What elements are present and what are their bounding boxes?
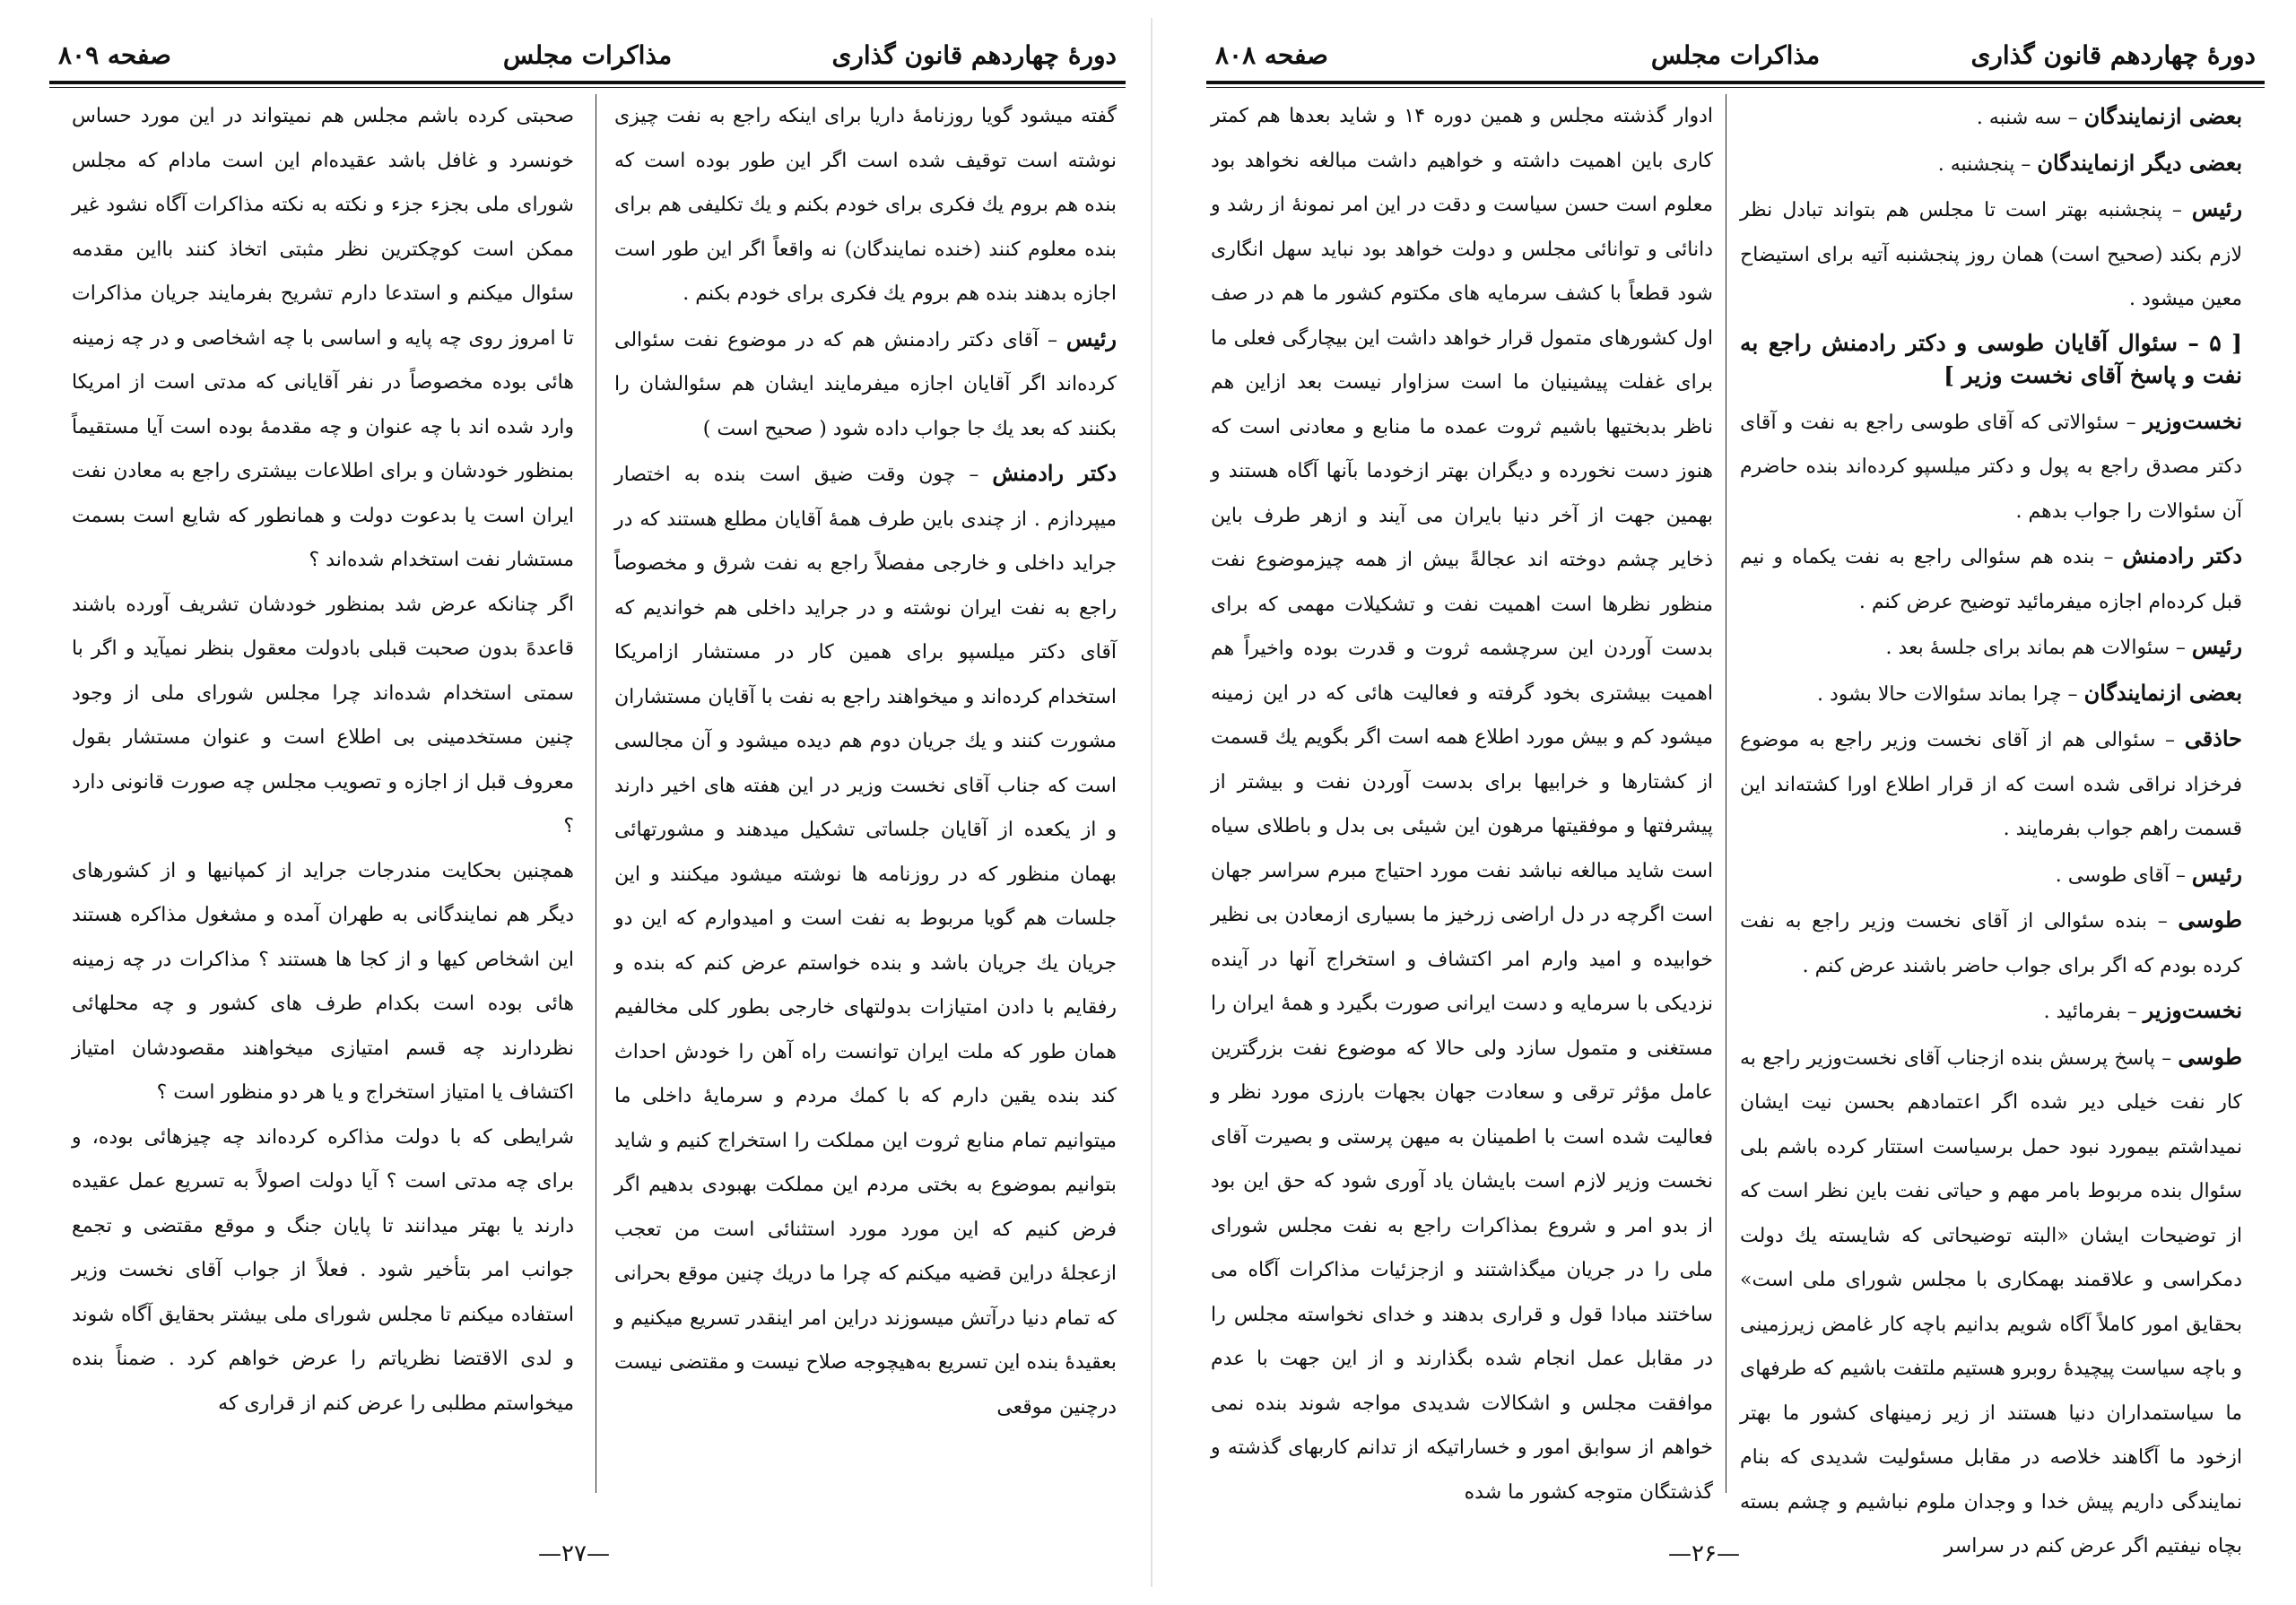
paragraph xyxy=(1740,852,2242,898)
header-session: دورهٔ چهاردهم قانون گذاری xyxy=(831,40,1117,70)
paragraph xyxy=(1740,187,2242,322)
speaker-name: طوسی xyxy=(2178,907,2242,933)
paragraph-text: صحبتی کرده باشم مجلس هم نمیتواند در این مورد حساس خونسرد و غافل باشد عقیده‌ام این است مادام که مجلس شورای ملی بجزء جزء و نکته به نکته مذاکرات آگاه نشود غیر ممکن است کوچکترین نظر مثبتی اتخاذ کنند بااین مقدمه سئوال میکنم و استدعا دارم تشریح بفرمایند جریان مذاکرات تا امروز روی چه پایه و اساسی با چه اشخاصی و در چه زمینه هائی بوده مخصوصاً در نفر آقایانی که مدتی است از امریکا وارد شده اند با چه عنوان و چه مقدمهٔ بوده است آیا مستقیماً بمنظور خودشان و برای اطلاعات بیشتری راجع به معادن نفت ایران است یا بدعوت دولت و همانطور که شایع است بسمت مستشار نفت استخدام شده‌اند ؟ xyxy=(72,105,574,571)
speaker-name: رئیس xyxy=(2191,860,2242,887)
paragraph xyxy=(1740,624,2242,671)
paragraph xyxy=(1740,141,2242,187)
header-page-number: صفحه ۸۰۸ xyxy=(1215,40,1328,70)
paragraph-text: شرایطی که با دولت مذاکره کرده‌اند چه چیزهائی بوده، و برای چه مدتی است ؟ آیا دولت اصولاً به تسریع عمل عقیده دارند یا بهتر میدانند تا پایان جنگ و موقع مقتضی و تجمع جوانب امر بتأخیر شود . فعلاً از جواب آقای نخست وزیر استفاده میکنم تا مجلس شورای ملی بیشتر بحقایق آگاه شوند و لدی الاقتضا نظریاتم را عرض خواهم کرد . ضمناً بنده میخواستم مطلبی را عرض کنم از قراری که xyxy=(72,1125,574,1415)
header-rule xyxy=(1206,81,2265,84)
speaker-name: بعضی ازنمایندگان xyxy=(2083,103,2242,129)
paragraph xyxy=(72,94,574,583)
paragraph-text: – پنجشنبه بهتر است تا مجلس هم بتواند تبادل نظر لازم بکند (صحیح است) همان روز پنجشنبه آتیه برای استیضاح معین میشود . xyxy=(1740,199,2242,310)
paragraph xyxy=(1740,1035,2242,1569)
speaker-name: رئیس xyxy=(2191,195,2242,221)
paragraph-text: ادوار گذشته مجلس و همین دوره ۱۴ و شاید بعدها هم کمتر کاری باین اهمیت داشته و خواهیم داشت مبالغه نخواهد بود معلوم است حسن سیاست و دقت در این امر نمونهٔ از رشد و دانائی و توانائی مجلس و دولت خواهد بود نباید سهل انگاری شود قطعاً با کشف سرمایه های مکتوم کشور ما هم در صف اول کشورهای متمول قرار خواهد داشت این بیچارگی فعلی ما برای غفلت پیشینیان ما است سزاوار نیست بعد ازاین هم ناظر بدبختیها باشیم ثروت عمده ما منابع و معادنی است که هنوز دست نخورده و دیگران بهتر ازخودما بآنها آگاه هستند و بهمین جهت از آخر دنیا بایران می آیند و ازهر طرف باین ذخایر چشم دوخته اند عجالةً بیش از همه چیزموضوع نفت منظور نظرها است اهمیت نفت و تشکیلات مهمی که برای بدست آوردن این سرچشمه ثروت و قدرت بوده واخیراً هم اهمیت بیشتری بخود گرفته و فعالیت هائی که در این زمینه میشود کم و بیش مورد اطلاع همه است اگر بگویم یك قسمت از کشتارها و خرابیها برای بدست آوردن نفت و بیشتر از پیشرفتها و موفقیتها مرهون این شیئی بی بدل و باطلای سیاه است شاید مبالغه نباشد نفت مورد احتیاج مبرم سراسر جهان است اگرچه در دل اراضی زرخیز ما بسیاری ازمعادن بی نظیر خوابیده و امید وارم امر اکتشاف و استخراج آنها در آینده نزدیکی با سرمایه و دست ایرانی صورت بگیرد و همهٔ ایران را مستغنی و متمول سازد ولی حالا که موضوع نفت بزرگترین عامل مؤثر ترقی و سعادت جهان بجهات بارزی مورد نظر و فعالیت شده است با اطمینان به میهن پرستی و بصیرت آقای نخست وزیر لازم است بایشان یاد آوری شود که حق این بود از بدو امر و شروع بمذاکرات راجع به نفت مجلس شورای ملی را در جریان میگذاشتند و ازجزئیات مذاکرات آگاه می ساختند مبادا قول و قراری بدهند و خدای نخواسته مجلس را در مقابل عمل انجام شده بگذارند و از این جهت با عدم موافقت مجلس و اشکالات شدیدی مواجه شوند بنده نمی خواهم از سوابق امور و خساراتیکه از تدانم کاربهای گذشته و گذشتگان متوجه کشور ما شده xyxy=(1211,105,1713,1504)
paragraph xyxy=(1740,671,2242,717)
header-rule-thin xyxy=(1206,87,2265,88)
paragraph-text: – چون وقت ضیق است بنده به اختصار میپردازم . از چندی باین طرف همهٔ آقایان مطلع هستند که در جراید داخلی و خارجی مفصلاً راجع به نفت شرق و مخصوصاً راجع به نفت ایران نوشته و در جراید داخلی هم خواندیم که آقای دکتر میلسپو برای همین کار در مستشار ازامریکا استخدام کرده‌اند و میخواهند راجع به نفت با آقایان مستشاران مشورت کنند و یك جریان دوم هم دیده میشود و آن مجالسی است که جناب آقای نخست وزیر در این هفته های اخیر دارند و از یکعده از آقایان جلساتی تشکیل میدهند و مشورتهائی بهمان منظور که در روزنامه ها نوشته میشود میکنند و این جلسات هم گویا مربوط به نفت است و امیدوارم که این دو جریان یك جریان باشد و بنده خواستم عرض کنم که بنده و رفقایم با دادن امتیازات بدولتهای خارجی بطور کلی مخالفیم همان طور که ملت ایران توانست راه آهن را خودش احداث کند بنده یقین دارم که با کمك مردم و سرمایهٔ داخلی ما میتوانیم تمام منابع ثروت این مملکت را استخراج کنیم و شاید بتوانیم بموضوع به بختی مردم این مملکت بهبودی بدهیم اگر فرض کنیم که این مورد مورد استثنائی است من تعجب ازعجلهٔ دراین قضیه میکنم که چرا ما دریك چنین موقع بحرانی که تمام دنیا درآتش میسوزند دراین امر اینقدر تسریع میکنیم و بعقیدهٔ بنده این تسریع به‌هیچوجه صلاح نیست و مقتضی نیست درچنین موقعی xyxy=(614,464,1117,1418)
paragraph-text: همچنین بحکایت مندرجات جراید از کمپانیها و از کشورهای دیگر هم نمایندگانی به طهران آمده و مشغول مذاکره هستند این اشخاص کیها و از کجا ها هستند ؟ مذاکرات در چه زمینه هائی بوده است بکدام طرف های کشور و چه محلهائی نظردارند چه قسم امتیازی میخواهند مقصودشان امتیاز اکتشاف یا امتیاز استخراج و یا هر دو منظور است ؟ xyxy=(72,859,574,1104)
paragraph-text: – سئوالات هم بماند برای جلسهٔ بعد . xyxy=(1885,637,2192,659)
paragraph xyxy=(1740,898,2242,988)
speaker-name: طوسی xyxy=(2178,1043,2242,1070)
header-session: دورهٔ چهاردهم قانون گذاری xyxy=(1970,40,2256,70)
speaker-name: دکتر رادمنش xyxy=(2122,542,2243,568)
column-left xyxy=(72,94,574,1493)
paragraph xyxy=(1740,716,2242,852)
page-footer: —۲۶— xyxy=(1668,1540,1740,1567)
paragraph-text: گفته میشود گویا روزنامهٔ داریا برای اینکه راجع به نفت چیزی نوشته است توقیف شده است اگر این طور بوده است که بنده هم بروم یك فکری برای خودم بکنم و یك تکلیفی هم برای بنده معلوم کنند (خنده نمایندگان) نه واقعاً اگر این طور است اجازه بدهند بنده هم بروم یك فکری برای خودم بکنم . xyxy=(614,105,1117,305)
paragraph xyxy=(1211,94,1713,1514)
paragraph xyxy=(1740,534,2242,624)
paragraph-text: – بنده سئوالی از آقای نخست وزیر راجع به نفت کرده بودم که اگر برای جواب حاضر باشند عرض کنم . xyxy=(1740,910,2242,977)
speaker-name: دکتر رادمنش xyxy=(992,460,1117,486)
paragraph-text: – سئوالاتی که آقای طوسی راجع به نفت و آقای دکتر مصدق راجع به پول و دکتر میلسپو کرده‌اند بنده حاضرم آن سئوالات را جواب بدهم . xyxy=(1740,411,2242,523)
paragraph-text: – سئوالی هم از آقای نخست وزیر راجع به موضوع فرخزاد نراقی شده است که از قرار اطلاع اورا کشته‌اند این قسمت راهم جواب بفرمایند . xyxy=(1740,729,2242,840)
paragraph xyxy=(614,317,1117,452)
paragraph xyxy=(72,1115,574,1427)
header-rule xyxy=(49,81,1126,84)
paragraph-text: – پنجشنبه . xyxy=(1937,152,2038,176)
speaker-name: حاذقی xyxy=(2184,725,2242,751)
book-gutter xyxy=(1151,18,1152,1587)
speaker-name: بعضی ازنمایندگان xyxy=(2083,679,2242,706)
paragraph xyxy=(614,94,1117,317)
column-right xyxy=(614,94,1117,1493)
paragraph xyxy=(1740,988,2242,1035)
paragraph-text: – بفرمائید . xyxy=(2043,1001,2144,1023)
page-footer: —۲۷— xyxy=(538,1540,610,1567)
paragraph xyxy=(614,451,1117,1429)
section-heading: [ ۵ – سئوال آقایان طوسی و دکتر رادمنش راجع به نفت و پاسخ آقای نخست وزیر ] xyxy=(1740,329,2242,388)
paragraph xyxy=(1740,94,2242,141)
column-left xyxy=(1211,94,1713,1504)
paragraph-text: – بنده هم سئوالی راجع به نفت یکماه و نیم قبل کرده‌ام اجازه میفرمائید توضیح عرض کنم . xyxy=(1740,546,2242,613)
paragraph-text: – آقای دکتر رادمنش هم که در موضوع نفت سئوالی کرده‌اند اگر آقایان اجازه میفرمایند ایشان هم سئوالشان را بکنند که بعد یك جا جواب داده شود ( صحیح است ) xyxy=(614,328,1117,440)
header-title: مذاکرات مجلس xyxy=(502,40,673,70)
column-right xyxy=(1740,94,2243,1557)
paragraph xyxy=(1740,399,2242,534)
header-page-number: صفحه ۸۰۹ xyxy=(58,40,171,70)
paragraph xyxy=(72,583,574,849)
paragraph xyxy=(72,849,574,1115)
paragraph-text: – پاسخ پرسش بنده ازجناب آقای نخست‌وزیر راجع به کار نفت خیلی دیر شده اگر اعتمادهم بحسن نیت ایشان نمیداشتم بیمورد نبود حمل برسیاست استتار کرده باشم بلی سئوال بنده مربوط بامر مهم و حیاتی نفت باین نظر است که از توضیحات ایشان «البته توضیحاتی که شایسته یك دولت دمکراسی و علاقمند بهمکاری با مجلس شورای ملی است» بحقایق امور کاملاً آگاه شویم بدانیم باچه کار غامض زیرزمینی و باچه سیاست پیچیدهٔ روبرو هستیم ملتفت باشیم که طرفهای ما سیاستمداران دنیا هستند از زیر زمینهای کشور ما بهتر ازخود ما آگاهند خلاصه در مقابل مسئولیت شدیدی که بنام نمایندگی داریم پیش خدا و وجدان ملوم نباشیم و چشم بسته بچاه نیفتیم اگر عرض کنم در سراسر xyxy=(1740,1046,2242,1557)
speaker-name: رئیس xyxy=(1065,325,1117,351)
speaker-name: رئیس xyxy=(2191,633,2242,659)
paragraph-text: – سه شنبه . xyxy=(1976,107,2084,129)
paragraph-text: – آقای طوسی . xyxy=(2055,863,2192,887)
header-title: مذاکرات مجلس xyxy=(1650,40,1821,70)
right-page xyxy=(1157,0,2296,1605)
speaker-name: بعضی دیگر ازنمایندگان xyxy=(2037,149,2242,176)
paragraph-text: اگر چنانکه عرض شد بمنظور خودشان تشریف آورده باشند قاعدهً بدون صحبت قبلی بادولت معقول بنظر نمیآید و اگر با سمتی استخدام شده‌اند چرا مجلس شورای ملی از وجود چنین مستخدمینی بی اطلاع است و عنوان مستشار بقول معروف قبل از اجازه و تصویب مجلس چه صورت قانونی دارد ؟ xyxy=(72,593,574,837)
speaker-name: نخست‌وزیر xyxy=(2143,997,2242,1023)
speaker-name: نخست‌وزیر xyxy=(2143,407,2242,434)
page-header xyxy=(49,31,1126,76)
page-header xyxy=(1206,31,2265,76)
header-rule-thin xyxy=(49,87,1126,88)
paragraph-text: – چرا بماند سئوالات حالا بشود . xyxy=(1816,682,2084,706)
